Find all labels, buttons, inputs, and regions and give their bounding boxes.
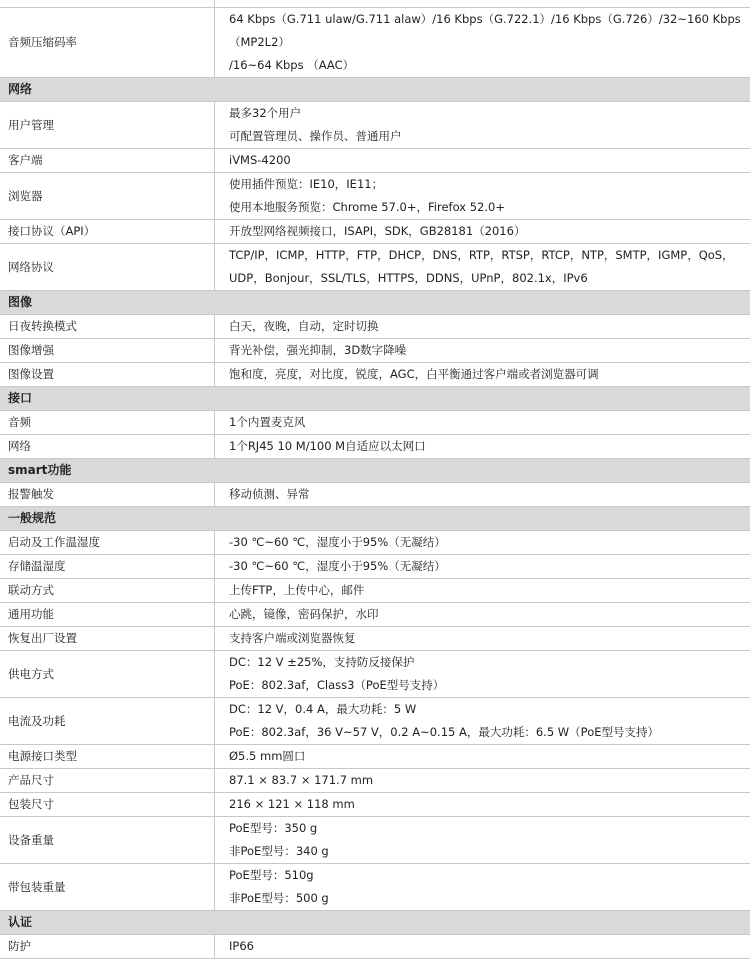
spec-value-line: 心跳，镜像，密码保护，水印 bbox=[229, 603, 750, 626]
spec-value bbox=[215, 745, 750, 769]
spec-value-line: 白天，夜晚，自动，定时切换 bbox=[229, 315, 750, 338]
spec-key: 图像增强 bbox=[0, 339, 215, 363]
spec-value-line: DC：12 V，0.4 A，最大功耗：5 W bbox=[229, 698, 750, 721]
spec-value-line: 使用本地服务预览：Chrome 57.0+，Firefox 52.0+ bbox=[229, 196, 750, 219]
section-title: 一般规范 bbox=[0, 507, 750, 531]
section-title: 图像 bbox=[0, 291, 750, 315]
spec-key: 用户管理 bbox=[0, 102, 215, 149]
spec-row bbox=[0, 531, 750, 555]
spec-value bbox=[215, 793, 750, 817]
spec-row bbox=[0, 102, 750, 149]
spec-row bbox=[0, 173, 750, 220]
spec-key: 启动及工作温湿度 bbox=[0, 531, 215, 555]
spec-value bbox=[215, 102, 750, 149]
spec-value bbox=[215, 411, 750, 435]
section-header-row bbox=[0, 387, 750, 411]
spec-value bbox=[215, 0, 750, 8]
spec-key: 浏览器 bbox=[0, 173, 215, 220]
spec-row bbox=[0, 603, 750, 627]
section-title: 认证 bbox=[0, 911, 750, 935]
spec-row bbox=[0, 483, 750, 507]
spec-value bbox=[215, 579, 750, 603]
spec-row bbox=[0, 555, 750, 579]
spec-value-line: 非PoE型号：340 g bbox=[229, 840, 750, 863]
spec-row bbox=[0, 435, 750, 459]
spec-key: 报警触发 bbox=[0, 483, 215, 507]
spec-key: 日夜转换模式 bbox=[0, 315, 215, 339]
spec-value bbox=[215, 627, 750, 651]
section-header-row bbox=[0, 507, 750, 531]
spec-key: 音频 bbox=[0, 411, 215, 435]
spec-row bbox=[0, 769, 750, 793]
spec-row bbox=[0, 411, 750, 435]
spec-row bbox=[0, 149, 750, 173]
spec-key: 供电方式 bbox=[0, 651, 215, 698]
spec-value bbox=[215, 8, 750, 78]
spec-value-line: IP66 bbox=[229, 935, 750, 958]
spec-key: 图像设置 bbox=[0, 363, 215, 387]
spec-row bbox=[0, 244, 750, 291]
spec-value-line: PoE：802.3af，Class3（PoE型号支持） bbox=[229, 674, 750, 697]
spec-row bbox=[0, 935, 750, 959]
spec-row bbox=[0, 315, 750, 339]
section-title: 接口 bbox=[0, 387, 750, 411]
spec-row bbox=[0, 579, 750, 603]
spec-key: 客户端 bbox=[0, 149, 215, 173]
spec-key: 包装尺寸 bbox=[0, 793, 215, 817]
spec-value bbox=[215, 149, 750, 173]
spec-value-line: 背光补偿，强光抑制，3D数字降噪 bbox=[229, 339, 750, 362]
spec-value-line: /16~64 Kbps （AAC） bbox=[229, 54, 750, 77]
spec-value bbox=[215, 935, 750, 959]
spec-value bbox=[215, 435, 750, 459]
spec-value-line: 非PoE型号：500 g bbox=[229, 887, 750, 910]
spec-value-line: 上传FTP，上传中心，邮件 bbox=[229, 579, 750, 602]
spec-row bbox=[0, 651, 750, 698]
spec-value bbox=[215, 483, 750, 507]
spec-value-line: 支持客户端或浏览器恢复 bbox=[229, 627, 750, 650]
spec-row bbox=[0, 793, 750, 817]
spec-value-line: 87.1 × 83.7 × 171.7 mm bbox=[229, 769, 750, 792]
spec-key: 存储温湿度 bbox=[0, 555, 215, 579]
top-cut-row bbox=[0, 0, 750, 8]
section-header-row bbox=[0, 291, 750, 315]
spec-value bbox=[215, 244, 750, 291]
spec-value bbox=[215, 339, 750, 363]
spec-value bbox=[215, 603, 750, 627]
spec-value-line: PoE：802.3af，36 V~57 V，0.2 A~0.15 A，最大功耗：6.5 W（PoE型号支持） bbox=[229, 721, 750, 744]
spec-value-line: 开放型网络视频接口，ISAPI，SDK，GB28181（2016） bbox=[229, 220, 750, 243]
section-title: 网络 bbox=[0, 78, 750, 102]
spec-key: 网络 bbox=[0, 435, 215, 459]
spec-key bbox=[0, 0, 215, 8]
spec-row bbox=[0, 220, 750, 244]
spec-value-line: PoE型号：510g bbox=[229, 864, 750, 887]
spec-value-line: 64 Kbps（G.711 ulaw/G.711 alaw）/16 Kbps（G.722.1）/16 Kbps（G.726）/32~160 Kbps（MP2L2） bbox=[229, 8, 750, 54]
spec-row bbox=[0, 363, 750, 387]
spec-value bbox=[215, 173, 750, 220]
section-title: smart功能 bbox=[0, 459, 750, 483]
section-header-row bbox=[0, 911, 750, 935]
spec-row bbox=[0, 698, 750, 745]
spec-value-line: PoE型号：350 g bbox=[229, 817, 750, 840]
spec-value-line: 饱和度，亮度，对比度，锐度，AGC，白平衡通过客户端或者浏览器可调 bbox=[229, 363, 750, 386]
spec-value bbox=[215, 769, 750, 793]
spec-value-line: -30 ℃~60 ℃，湿度小于95%（无凝结） bbox=[229, 555, 750, 578]
spec-value bbox=[215, 220, 750, 244]
spec-value bbox=[215, 651, 750, 698]
spec-value-line: TCP/IP，ICMP，HTTP，FTP，DHCP，DNS，RTP，RTSP，RTCP，NTP，SMTP，IGMP，QoS， bbox=[229, 244, 750, 267]
spec-value bbox=[215, 817, 750, 864]
spec-key: 带包装重量 bbox=[0, 864, 215, 911]
spec-key: 通用功能 bbox=[0, 603, 215, 627]
spec-value-line: 1个RJ45 10 M/100 M自适应以太网口 bbox=[229, 435, 750, 458]
spec-key: 电源接口类型 bbox=[0, 745, 215, 769]
spec-row bbox=[0, 817, 750, 864]
spec-value-line: iVMS-4200 bbox=[229, 149, 750, 172]
spec-value-line: 移动侦测、异常 bbox=[229, 483, 750, 506]
spec-value bbox=[215, 698, 750, 745]
spec-value-line: 可配置管理员、操作员、普通用户 bbox=[229, 125, 750, 148]
spec-value-line: 216 × 121 × 118 mm bbox=[229, 793, 750, 816]
spec-key: 产品尺寸 bbox=[0, 769, 215, 793]
spec-row bbox=[0, 339, 750, 363]
spec-row bbox=[0, 627, 750, 651]
spec-row bbox=[0, 8, 750, 78]
spec-value bbox=[215, 531, 750, 555]
spec-key: 电流及功耗 bbox=[0, 698, 215, 745]
spec-row bbox=[0, 745, 750, 769]
spec-key: 联动方式 bbox=[0, 579, 215, 603]
spec-value bbox=[215, 555, 750, 579]
spec-value-line: Ø5.5 mm圆口 bbox=[229, 745, 750, 768]
spec-value bbox=[215, 315, 750, 339]
spec-value-line: 使用插件预览：IE10，IE11； bbox=[229, 173, 750, 196]
spec-value-line: 1个内置麦克风 bbox=[229, 411, 750, 434]
spec-key: 音频压缩码率 bbox=[0, 8, 215, 78]
spec-value bbox=[215, 363, 750, 387]
spec-row bbox=[0, 864, 750, 911]
spec-value-line: UDP，Bonjour，SSL/TLS，HTTPS，DDNS，UPnP，802.1x，IPv6 bbox=[229, 267, 750, 290]
spec-value-line: 最多32个用户 bbox=[229, 102, 750, 125]
spec-key: 防护 bbox=[0, 935, 215, 959]
spec-key: 设备重量 bbox=[0, 817, 215, 864]
spec-value-line: -30 ℃~60 ℃，湿度小于95%（无凝结） bbox=[229, 531, 750, 554]
spec-key: 网络协议 bbox=[0, 244, 215, 291]
spec-value-line: DC：12 V ±25%，支持防反接保护 bbox=[229, 651, 750, 674]
spec-key: 恢复出厂设置 bbox=[0, 627, 215, 651]
spec-key: 接口协议（API） bbox=[0, 220, 215, 244]
section-header-row bbox=[0, 459, 750, 483]
section-header-row bbox=[0, 78, 750, 102]
spec-value bbox=[215, 864, 750, 911]
